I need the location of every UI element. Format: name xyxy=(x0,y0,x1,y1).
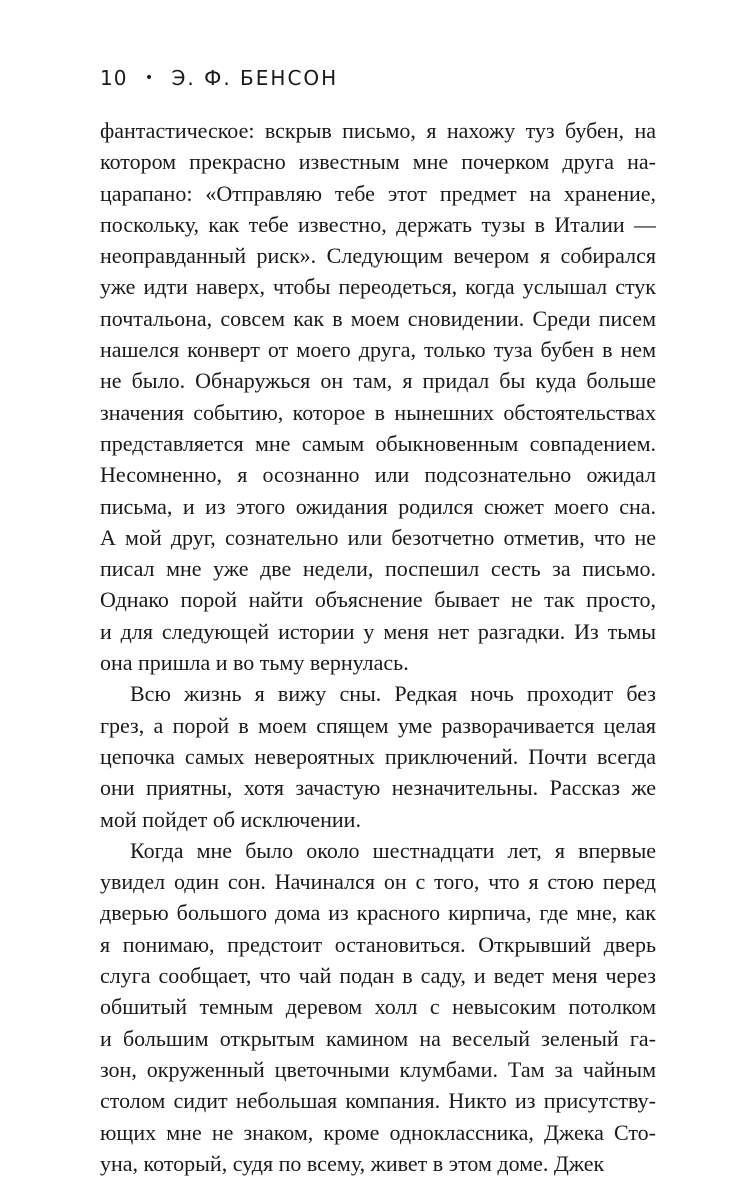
paragraph xyxy=(100,115,656,678)
text-line: уна, который, судя по всему, живет в этом доме. Джек xyxy=(100,1150,605,1176)
body-text xyxy=(100,115,656,1179)
text-line: я понимаю, предстоит остановиться. Открывший дверь xyxy=(100,931,656,957)
text-line: и большим открытым камином на веселый зеленый га- xyxy=(100,1025,656,1051)
text-line: царапано: «Отправляю тебе этот предмет на хранение, xyxy=(100,180,656,206)
text-line: ющих мне не знаком, кроме одноклассника, Джека Сто- xyxy=(100,1119,656,1145)
text-line: и для следующей истории у меня нет разгадки. Из тьмы xyxy=(100,618,656,644)
text-line: фантастическое: вскрыв письмо, я нахожу туз бубен, на xyxy=(100,118,656,143)
text-line: зон, окруженный цветочными клумбами. Там за чайным xyxy=(100,1056,656,1082)
author-name: Э. Ф. БЕНСОН xyxy=(171,66,339,90)
text-line: поскольку, как тебе известно, держать тузы в Италии — xyxy=(100,211,656,237)
text-line: Когда мне было около шестнадцати лет, я впервые xyxy=(130,837,656,863)
text-line: она пришла и во тьму вернулась. xyxy=(100,650,409,676)
text-line: не было. Обнаружься он там, я придал бы куда больше xyxy=(100,368,656,394)
paragraph xyxy=(100,678,656,834)
text-line: А мой друг, сознательно или безотчетно отметив, что не xyxy=(100,524,656,550)
text-line: обшитый темным деревом холл с невысоким потолком xyxy=(100,994,656,1020)
text-line: письма, и из этого ожидания родился сюжет моего сна. xyxy=(100,493,656,519)
text-line: значения событию, которое в нынешних обстоятельствах xyxy=(100,399,656,425)
text-line: дверью большого дома из красного кирпича, где мне, как xyxy=(100,900,656,926)
text-line: писал мне уже две недели, поспешил сесть за письмо. xyxy=(100,556,656,582)
text-line: они приятны, хотя зачастую незначительны. Рассказ же xyxy=(100,775,656,801)
text-line: грез, а порой в моем спящем уме разворачивается целая xyxy=(100,712,656,738)
text-line: уже идти наверх, чтобы переодеться, когда услышал стук xyxy=(100,274,656,300)
text-line: Всю жизнь я вижу сны. Редкая ночь проходит без xyxy=(130,681,656,707)
running-head xyxy=(100,66,338,90)
paragraph xyxy=(100,835,656,1179)
text-line: нашелся конверт от моего друга, только туза бубен в нем xyxy=(100,337,656,363)
text-line: представляется мне самым обыкновенным совпадением. xyxy=(100,430,656,456)
text-line: Несомненно, я осознанно или подсознательно ожидал xyxy=(100,462,656,488)
text-line: столом сидит небольшая компания. Никто из присутству- xyxy=(100,1088,656,1114)
text-line: слуга сообщает, что чай подан в саду, и ведет меня через xyxy=(100,963,656,989)
text-line: неоправданный риск». Следующим вечером я собирался xyxy=(100,243,656,269)
text-line: мой пойдет об исключении. xyxy=(100,806,361,832)
text-line: увидел один сон. Начинался он с того, что я стою перед xyxy=(100,869,656,895)
page-number: 10 xyxy=(100,66,128,90)
text-line: Однако порой найти объяснение бывает не так просто, xyxy=(100,587,656,613)
text-line: цепочка самых невероятных приключений. Почти всегда xyxy=(100,743,656,769)
header-separator: • xyxy=(144,70,155,86)
text-line: котором прекрасно известным мне почерком друга на- xyxy=(100,149,656,175)
text-line: почтальона, совсем как в моем сновидении. Среди писем xyxy=(100,305,656,331)
